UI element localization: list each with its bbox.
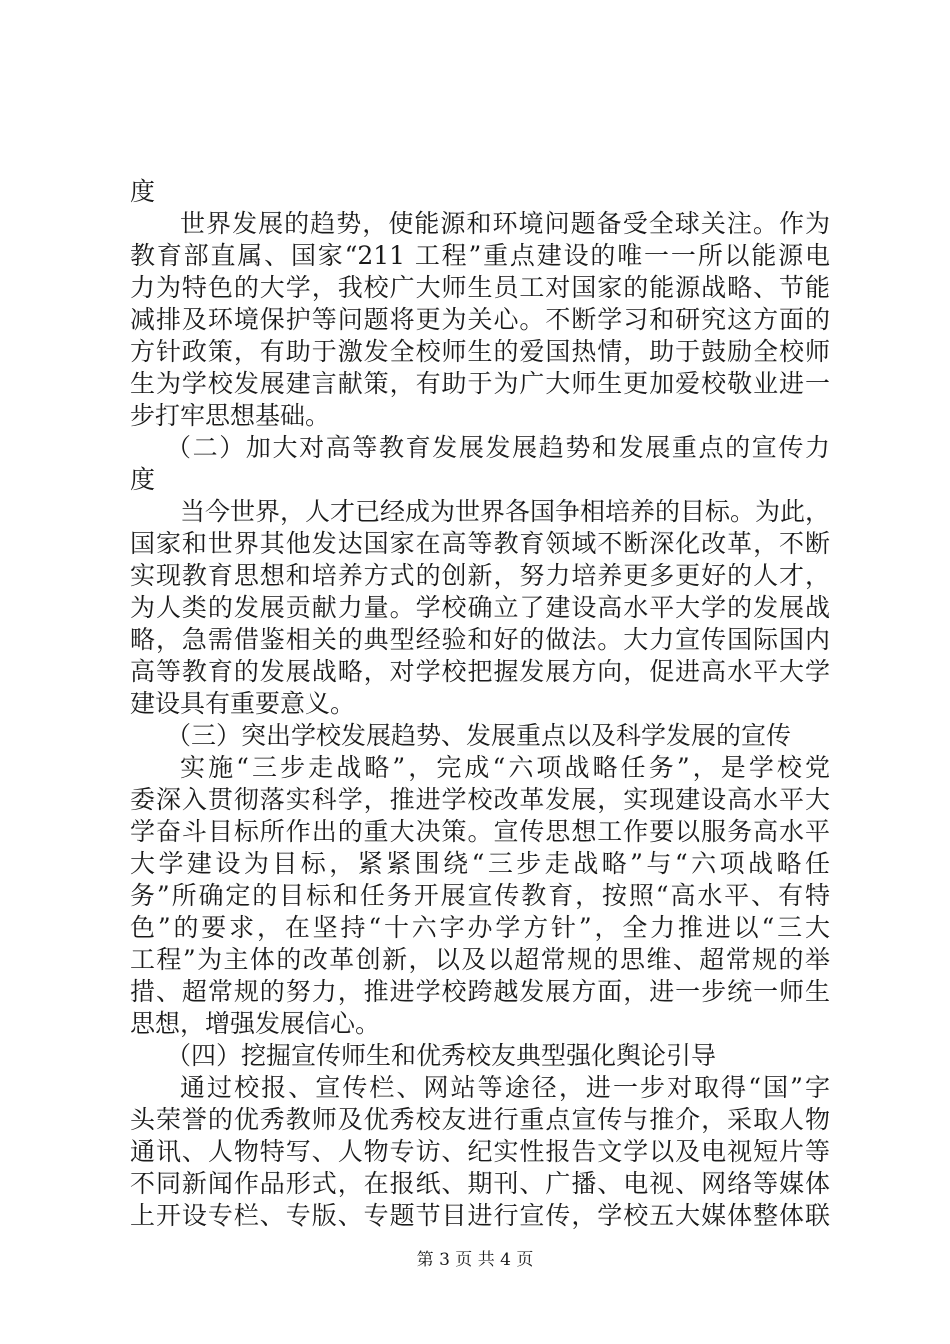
text-line: （三）突出学校发展趋势、发展重点以及科学发展的宣传 xyxy=(166,721,792,750)
text-line: 思想，增强发展信心。 xyxy=(130,1009,381,1038)
text-line: 务”所确定的目标和任务开展宣传教育，按照“高水平、有特 xyxy=(130,881,830,910)
page-footer: 第 3 页 共 4 页 xyxy=(416,1250,534,1270)
text-line: 国家和世界其他发达国家在高等教育领域不断深化改革，不断 xyxy=(130,529,830,558)
text-line: 力为特色的大学，我校广大师生员工对国家的能源战略、节能 xyxy=(130,273,830,302)
text-line: 措、超常规的努力，推进学校跨越发展方面，进一步统一师生 xyxy=(130,977,830,1006)
text-line: （四）挖掘宣传师生和优秀校友典型强化舆论引导 xyxy=(166,1041,717,1070)
document-body xyxy=(130,176,830,1232)
text-line: 通过校报、宣传栏、网站等途径，进一步对取得“国”字 xyxy=(180,1073,830,1102)
text-line: 色”的要求，在坚持“十六字办学方针”，全力推进以“三大 xyxy=(130,913,830,942)
text-line: 大学建设为目标，紧紧围绕“三步走战略”与“六项战略任 xyxy=(130,849,830,878)
text-line: 实现教育思想和培养方式的创新，努力培养更多更好的人才， xyxy=(130,561,830,590)
text-line: 工程”为主体的改革创新，以及以超常规的思维、超常规的举 xyxy=(130,945,830,974)
text-line: 头荣誉的优秀教师及优秀校友进行重点宣传与推介，采取人物 xyxy=(130,1105,830,1134)
text-line: 当今世界，人才已经成为世界各国争相培养的目标。为此， xyxy=(180,497,831,526)
text-line: （二）加大对高等教育发展发展趋势和发展重点的宣传力 xyxy=(166,433,830,462)
text-line: 减排及环境保护等问题将更为关心。不断学习和研究这方面的 xyxy=(130,305,830,334)
text-line: 委深入贯彻落实科学，推进学校改革发展，实现建设高水平大 xyxy=(130,785,830,814)
text-line: 高等教育的发展战略，对学校把握发展方向，促进高水平大学 xyxy=(130,657,830,686)
text-line: 度 xyxy=(130,177,156,206)
text-line: 为人类的发展贡献力量。学校确立了建设高水平大学的发展战 xyxy=(130,593,830,622)
text-line: 略，急需借鉴相关的典型经验和好的做法。大力宣传国际国内 xyxy=(130,625,830,654)
text-line: 生为学校发展建言献策，有助于为广大师生更加爱校敬业进一 xyxy=(130,369,830,398)
text-line: 步打牢思想基础。 xyxy=(130,401,331,430)
text-line: 世界发展的趋势，使能源和环境问题备受全球关注。作为 xyxy=(180,209,830,238)
text-line: 上开设专栏、专版、专题节目进行宣传，学校五大媒体整体联 xyxy=(130,1201,830,1230)
text-line: 学奋斗目标所作出的重大决策。宣传思想工作要以服务高水平 xyxy=(130,817,830,846)
text-line: 实施“三步走战略”，完成“六项战略任务”，是学校党 xyxy=(180,753,830,782)
text-line: 不同新闻作品形式，在报纸、期刊、广播、电视、网络等媒体 xyxy=(130,1169,830,1198)
text-line: 通讯、人物特写、人物专访、纪实性报告文学以及电视短片等 xyxy=(130,1137,830,1166)
text-line: 方针政策，有助于激发全校师生的爱国热情，助于鼓励全校师 xyxy=(130,337,830,366)
text-line: 度 xyxy=(130,465,156,494)
text-line: 教育部直属、国家“211 工程”重点建设的唯一一所以能源电 xyxy=(130,241,830,270)
text-line: 建设具有重要意义。 xyxy=(130,689,356,718)
